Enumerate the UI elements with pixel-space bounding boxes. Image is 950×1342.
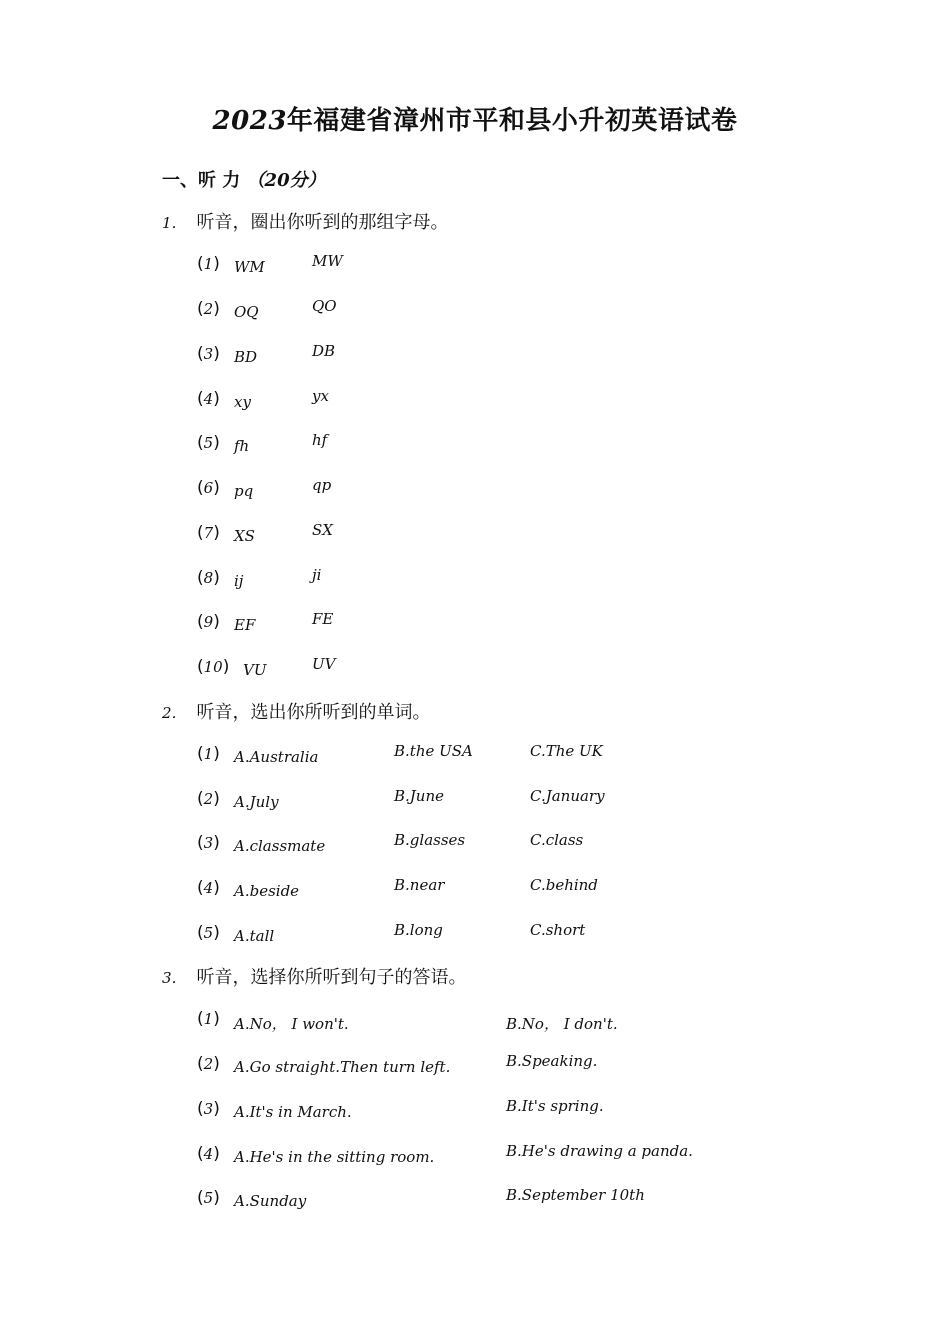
question-1 [162, 208, 449, 234]
q1-item [197, 523, 897, 549]
item-number: (5) [197, 923, 220, 943]
item-number: (1) [197, 254, 220, 274]
item-number: (4) [197, 878, 220, 898]
item-number-text: 7 [203, 524, 214, 542]
option-b: QO [312, 297, 337, 315]
item-number: (3) [197, 833, 220, 853]
option-b: yx [312, 387, 329, 405]
item-number: (2) [197, 1054, 220, 1074]
option-b: SX [312, 521, 333, 539]
item-number: (3) [197, 344, 220, 364]
item-number-text: 5 [203, 434, 214, 452]
question-number: 3． [162, 969, 187, 987]
item-number-text: 3 [203, 1100, 214, 1118]
option-b: B.September 10th [506, 1186, 645, 1204]
option-c: C.class [530, 831, 584, 849]
option-a: BD [234, 348, 258, 366]
q2-item [197, 744, 897, 770]
section-points: （20分） [246, 170, 326, 191]
question-3 [162, 963, 467, 989]
option-b: B.June [394, 787, 445, 805]
title-year: 2023 [212, 106, 287, 136]
option-a: A.He's in the sitting room. [234, 1148, 435, 1166]
option-a: A.July [234, 793, 279, 811]
item-number: (1) [197, 744, 220, 764]
item-number-text: 3 [203, 345, 214, 363]
q3-item [197, 1188, 897, 1214]
item-number-text: 1 [203, 1010, 214, 1028]
item-number-text: 5 [203, 1189, 214, 1207]
option-b: MW [312, 252, 343, 270]
item-number: (7) [197, 523, 220, 543]
item-number-text: 4 [203, 1145, 214, 1163]
item-number-text: 2 [203, 300, 214, 318]
option-b: DB [312, 342, 336, 360]
item-number-text: 2 [203, 790, 214, 808]
option-b: ji [312, 566, 322, 584]
option-a: A.beside [234, 882, 300, 900]
option-b: hf [312, 431, 328, 449]
item-number: (8) [197, 568, 220, 588]
option-b: B.He's drawing a panda. [506, 1142, 693, 1160]
option-a: VU [243, 661, 267, 679]
item-number: (4) [197, 1144, 220, 1164]
q1-item [197, 612, 897, 638]
option-a: EF [234, 616, 256, 634]
item-number-text: 10 [203, 658, 223, 676]
item-number: (6) [197, 478, 220, 498]
option-b: B.It's spring. [506, 1097, 604, 1115]
q2-item [197, 878, 897, 904]
option-b: B.near [394, 876, 445, 894]
option-b: UV [312, 655, 336, 673]
item-number-text: 8 [203, 569, 214, 587]
question-2 [162, 698, 431, 724]
option-a: XS [234, 527, 255, 545]
option-a: WM [234, 258, 265, 276]
item-number-text: 1 [203, 745, 214, 763]
question-prompt: 听音，圈出你听到的那组字母。 [196, 212, 449, 233]
q1-item [197, 254, 897, 280]
option-a: OQ [234, 303, 259, 321]
item-number: (10) [197, 657, 230, 677]
item-number-text: 5 [203, 924, 214, 942]
option-a: A.tall [234, 927, 275, 945]
item-number-text: 6 [203, 479, 214, 497]
question-prompt: 听音，选择你所听到句子的答语。 [196, 967, 467, 988]
option-b: B.No， I don't. [506, 1015, 618, 1033]
question-number: 2． [162, 704, 187, 722]
q1-item [197, 657, 897, 683]
item-number-text: 9 [203, 613, 214, 631]
item-number-text: 2 [203, 1055, 214, 1073]
q2-item [197, 923, 897, 949]
q3-item [197, 1099, 897, 1125]
option-a: A.Australia [234, 748, 319, 766]
option-a: fh [234, 437, 250, 455]
option-c: C.short [530, 921, 586, 939]
option-b: B.glasses [394, 831, 466, 849]
question-number: 1． [162, 214, 187, 232]
q2-item [197, 789, 897, 815]
q1-item [197, 433, 897, 459]
option-a: ij [234, 572, 244, 590]
option-a: A.Sunday [234, 1192, 307, 1210]
option-b: FE [312, 610, 334, 628]
q3-item [197, 1009, 897, 1035]
item-number-text: 4 [203, 879, 214, 897]
item-number-text: 1 [203, 255, 214, 273]
item-number: (5) [197, 1188, 220, 1208]
option-b: B.long [394, 921, 443, 939]
section-label: 一、听 力 [162, 170, 241, 191]
option-c: C.behind [530, 876, 598, 894]
option-b: qp [312, 476, 332, 494]
option-b: B.Speaking. [506, 1052, 598, 1070]
item-number: (2) [197, 299, 220, 319]
item-number: (9) [197, 612, 220, 632]
option-a: A.No， I won't. [234, 1015, 349, 1033]
option-c: C.The UK [530, 742, 603, 760]
question-prompt: 听音，选出你所听到的单词。 [196, 702, 431, 723]
item-number: (1) [197, 1009, 220, 1029]
q1-item [197, 568, 897, 594]
option-c: C.January [530, 787, 605, 805]
item-number-text: 4 [203, 390, 214, 408]
option-b: B.the USA [394, 742, 473, 760]
option-a: xy [234, 393, 251, 411]
q1-item [197, 299, 897, 325]
option-a: A.Go straight.Then turn left. [234, 1058, 451, 1076]
q1-item [197, 344, 897, 370]
exam-title [0, 100, 950, 137]
q1-item [197, 389, 897, 415]
q3-item [197, 1054, 897, 1080]
item-number-text: 3 [203, 834, 214, 852]
item-number: (5) [197, 433, 220, 453]
title-text: 年福建省漳州市平和县小升初英语试卷 [286, 106, 738, 136]
option-a: pq [234, 482, 254, 500]
option-a: A.It's in March. [234, 1103, 352, 1121]
option-a: A.classmate [234, 837, 326, 855]
item-number: (4) [197, 389, 220, 409]
q2-item [197, 833, 897, 859]
section-heading-listening [162, 166, 326, 192]
item-number: (3) [197, 1099, 220, 1119]
q3-item [197, 1144, 897, 1170]
item-number: (2) [197, 789, 220, 809]
q1-item [197, 478, 897, 504]
